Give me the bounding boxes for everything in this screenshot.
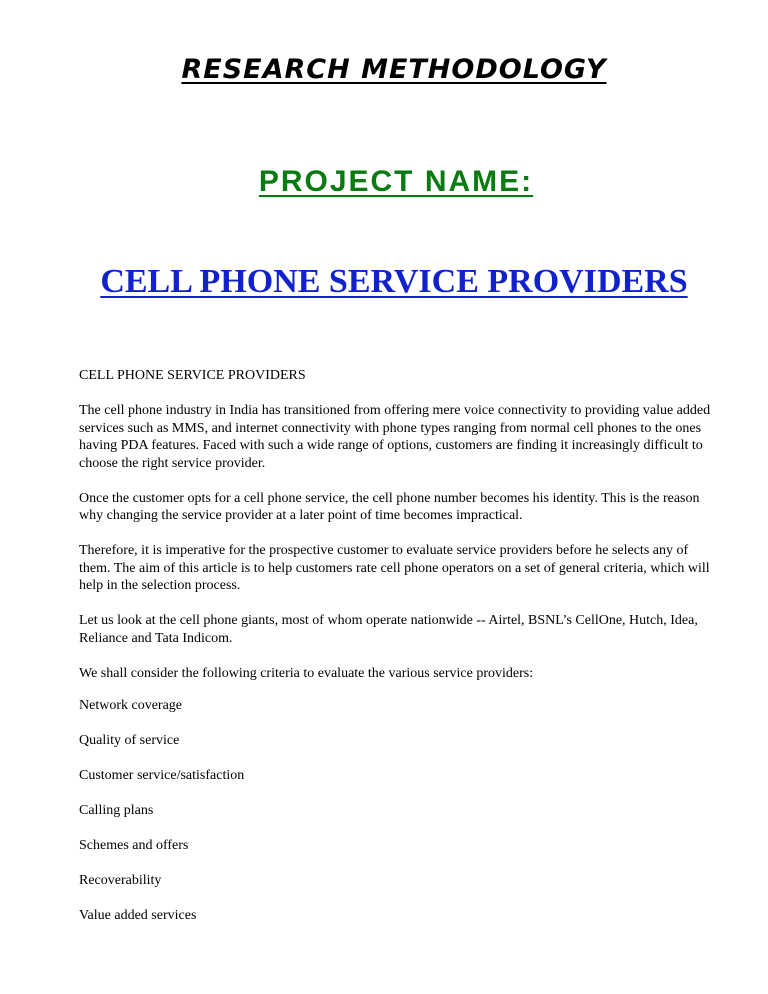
criteria-item: Schemes and offers	[79, 838, 189, 853]
paragraph: Let us look at the cell phone giants, most of whom operate nationwide -- Airtel, BSNL’s CellOne, Hutch, Idea, Reliance and Tata Indicom.	[79, 613, 698, 646]
criteria-item: Network coverage	[79, 698, 183, 713]
section-heading: CELL PHONE SERVICE PROVIDERS	[79, 368, 306, 383]
paragraph: Therefore, it is imperative for the prospective customer to evaluate service providers before he selects any of them. The aim of this article is to help customers rate cell phone operators on a set of general criteria, which will help in the selection process.	[79, 543, 710, 593]
paragraph: We shall consider the following criteria to evaluate the various service providers:	[79, 665, 534, 681]
paragraph: The cell phone industry in India has transitioned from offering mere voice connectivity to providing value added services such as MMS, and internet connectivity with phone types ranging from normal cell phones to the ones having PDA features. Faced with such a wide range of options, customers are finding it increasingly difficult to choose the right service provider.	[79, 403, 711, 471]
project-label: PROJECT NAME:	[258, 165, 534, 198]
document-title: RESEARCH METHODOLOGY	[181, 54, 607, 85]
criteria-item: Recoverability	[79, 873, 162, 888]
criteria-item: Value added services	[79, 908, 197, 923]
body-text	[79, 367, 719, 700]
project-name: CELL PHONE SERVICE PROVIDERS	[100, 263, 688, 300]
criteria-list	[79, 697, 719, 942]
criteria-item: Quality of service	[79, 733, 180, 748]
criteria-item: Calling plans	[79, 803, 154, 818]
paragraph: Once the customer opts for a cell phone service, the cell phone number becomes his identity. This is the reason why changing the service provider at a later point of time becomes impractical.	[79, 490, 700, 523]
criteria-item: Customer service/satisfaction	[79, 768, 245, 783]
